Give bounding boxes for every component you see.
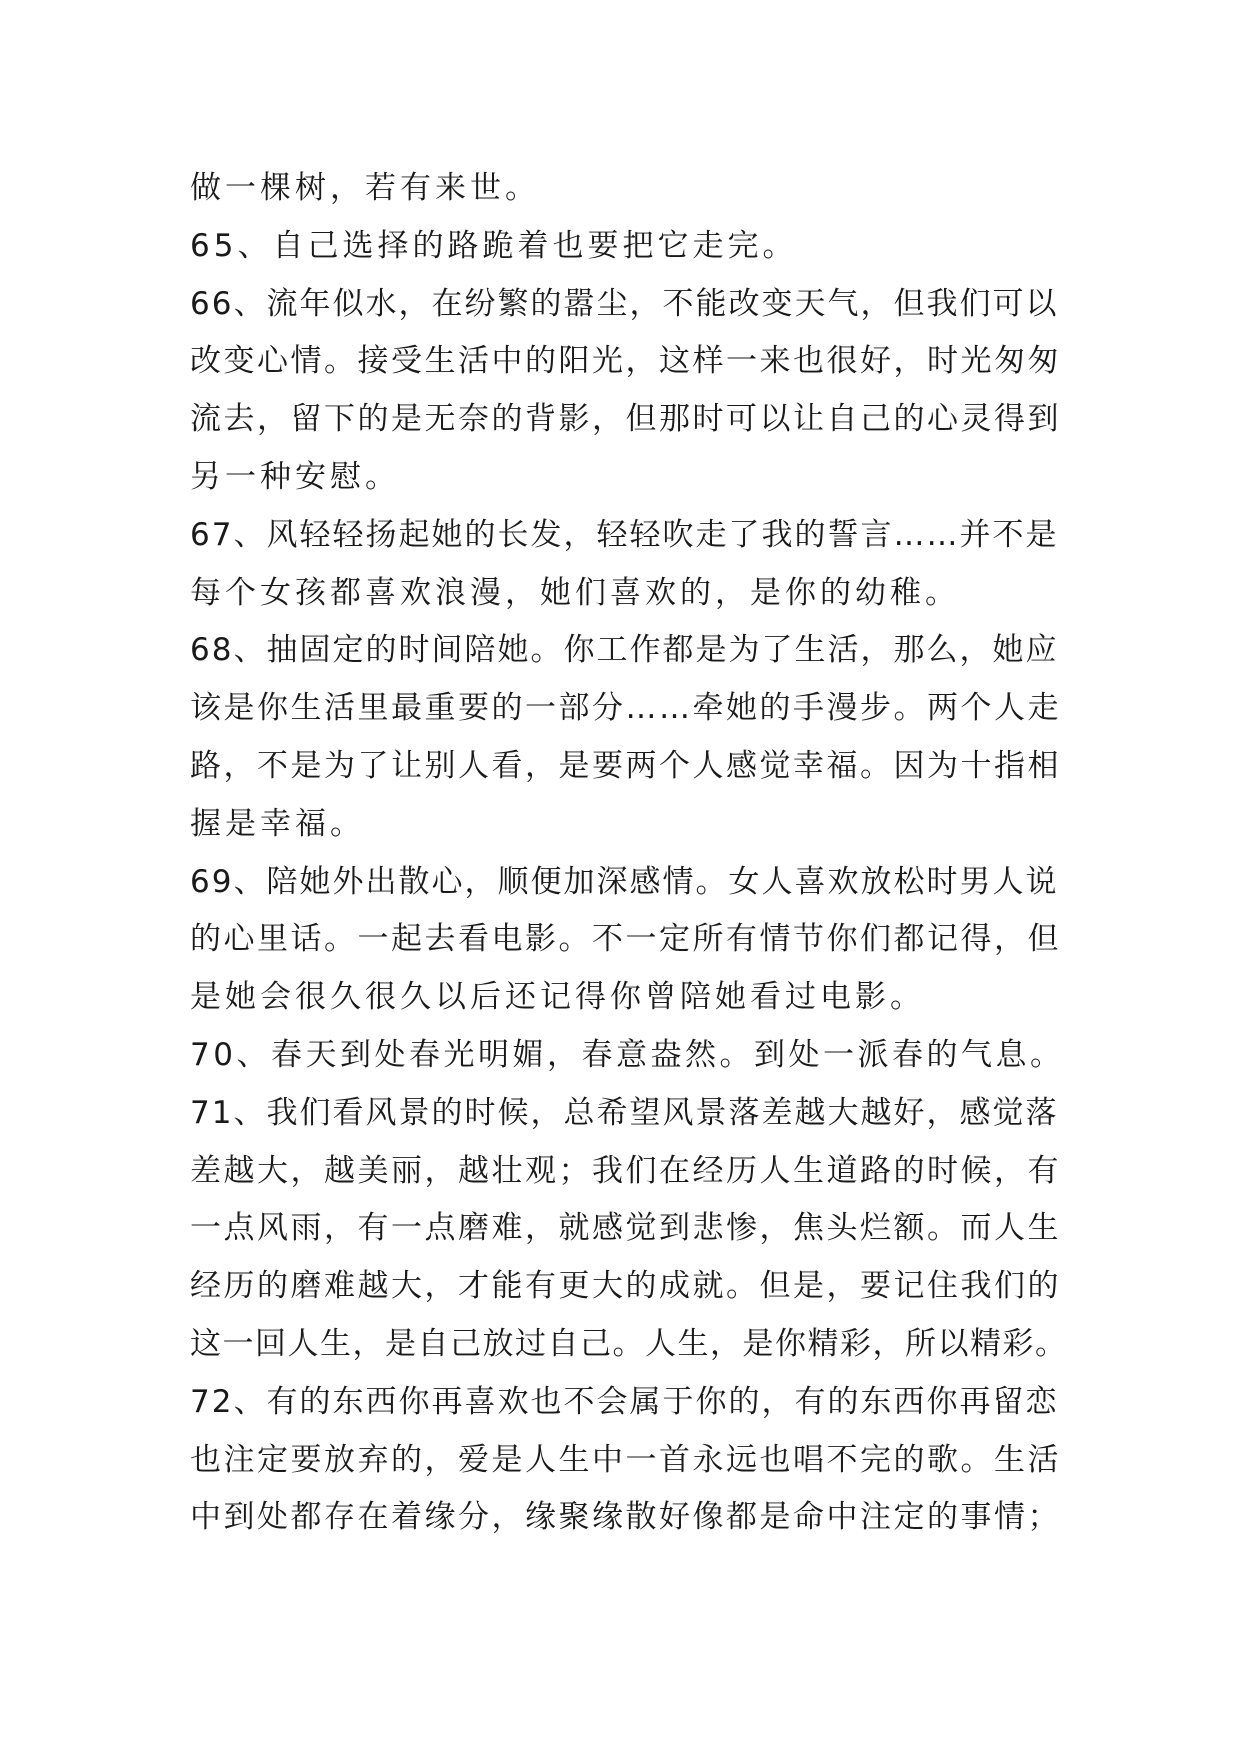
text-line: 差越大，越美丽，越壮观；我们在经历人生道路的时候，有 — [190, 1152, 1061, 1189]
text-line: 改变心情。接受生活中的阳光，这样一来也很好，时光匆匆 — [190, 343, 1061, 380]
text-line: 这一回人生，是自己放过自己。人生，是你精彩，所以精彩。 — [190, 1325, 1068, 1362]
text-line: 65、自己选择的路跪着也要把它走完。 — [190, 227, 798, 264]
text-line: 另一种安慰。 — [190, 458, 400, 495]
text-line: 是她会很久很久以后还记得你曾陪她看过电影。 — [190, 979, 925, 1016]
text-line: 71、我们看风景的时候，总希望风景落差越大越好，感觉落 — [190, 1094, 1059, 1131]
text-line: 68、抽固定的时间陪她。你工作都是为了生活，那么，她应 — [190, 632, 1059, 669]
text-line: 67、风轻轻扬起她的长发，轻轻吹走了我的誓言……并不是 — [190, 516, 1059, 553]
text-line: 70、春天到处春光明媚，春意盎然。到处一派春的气息。 — [190, 1036, 1065, 1073]
text-line: 路，不是为了让别人看，是要两个人感觉幸福。因为十指相 — [190, 747, 1061, 784]
text-line: 经历的磨难越大，才能有更大的成就。但是，要记住我们的 — [190, 1268, 1061, 1305]
text-line: 流去，留下的是无奈的背影，但那时可以让自己的心灵得到 — [190, 401, 1061, 438]
text-line: 做一棵树，若有来世。 — [190, 170, 540, 206]
text-line: 66、流年似水，在纷繁的嚣尘，不能改变天气，但我们可以 — [190, 285, 1059, 322]
text-line: 也注定要放弃的，爱是人生中一首永远也唱不完的歌。生活 — [190, 1441, 1061, 1478]
text-line: 该是你生活里最重要的一部分……牵她的手漫步。两个人走 — [190, 690, 1061, 727]
text-line: 的心里话。一起去看电影。不一定所有情节你们都记得，但 — [190, 921, 1061, 958]
text-line: 72、有的东西你再喜欢也不会属于你的，有的东西你再留恋 — [190, 1383, 1059, 1420]
text-line: 一点风雨，有一点磨难，就感觉到悲惨，焦头烂额。而人生 — [190, 1210, 1061, 1247]
text-line: 中到处都存在着缘分，缘聚缘散好像都是命中注定的事情； — [190, 1499, 1061, 1536]
text-line: 握是幸福。 — [190, 805, 365, 842]
text-line: 69、陪她外出散心，顺便加深感情。女人喜欢放松时男人说 — [190, 863, 1059, 900]
text-line: 每个女孩都喜欢浪漫，她们喜欢的，是你的幼稚。 — [190, 574, 960, 611]
body-text — [190, 160, 1070, 1547]
